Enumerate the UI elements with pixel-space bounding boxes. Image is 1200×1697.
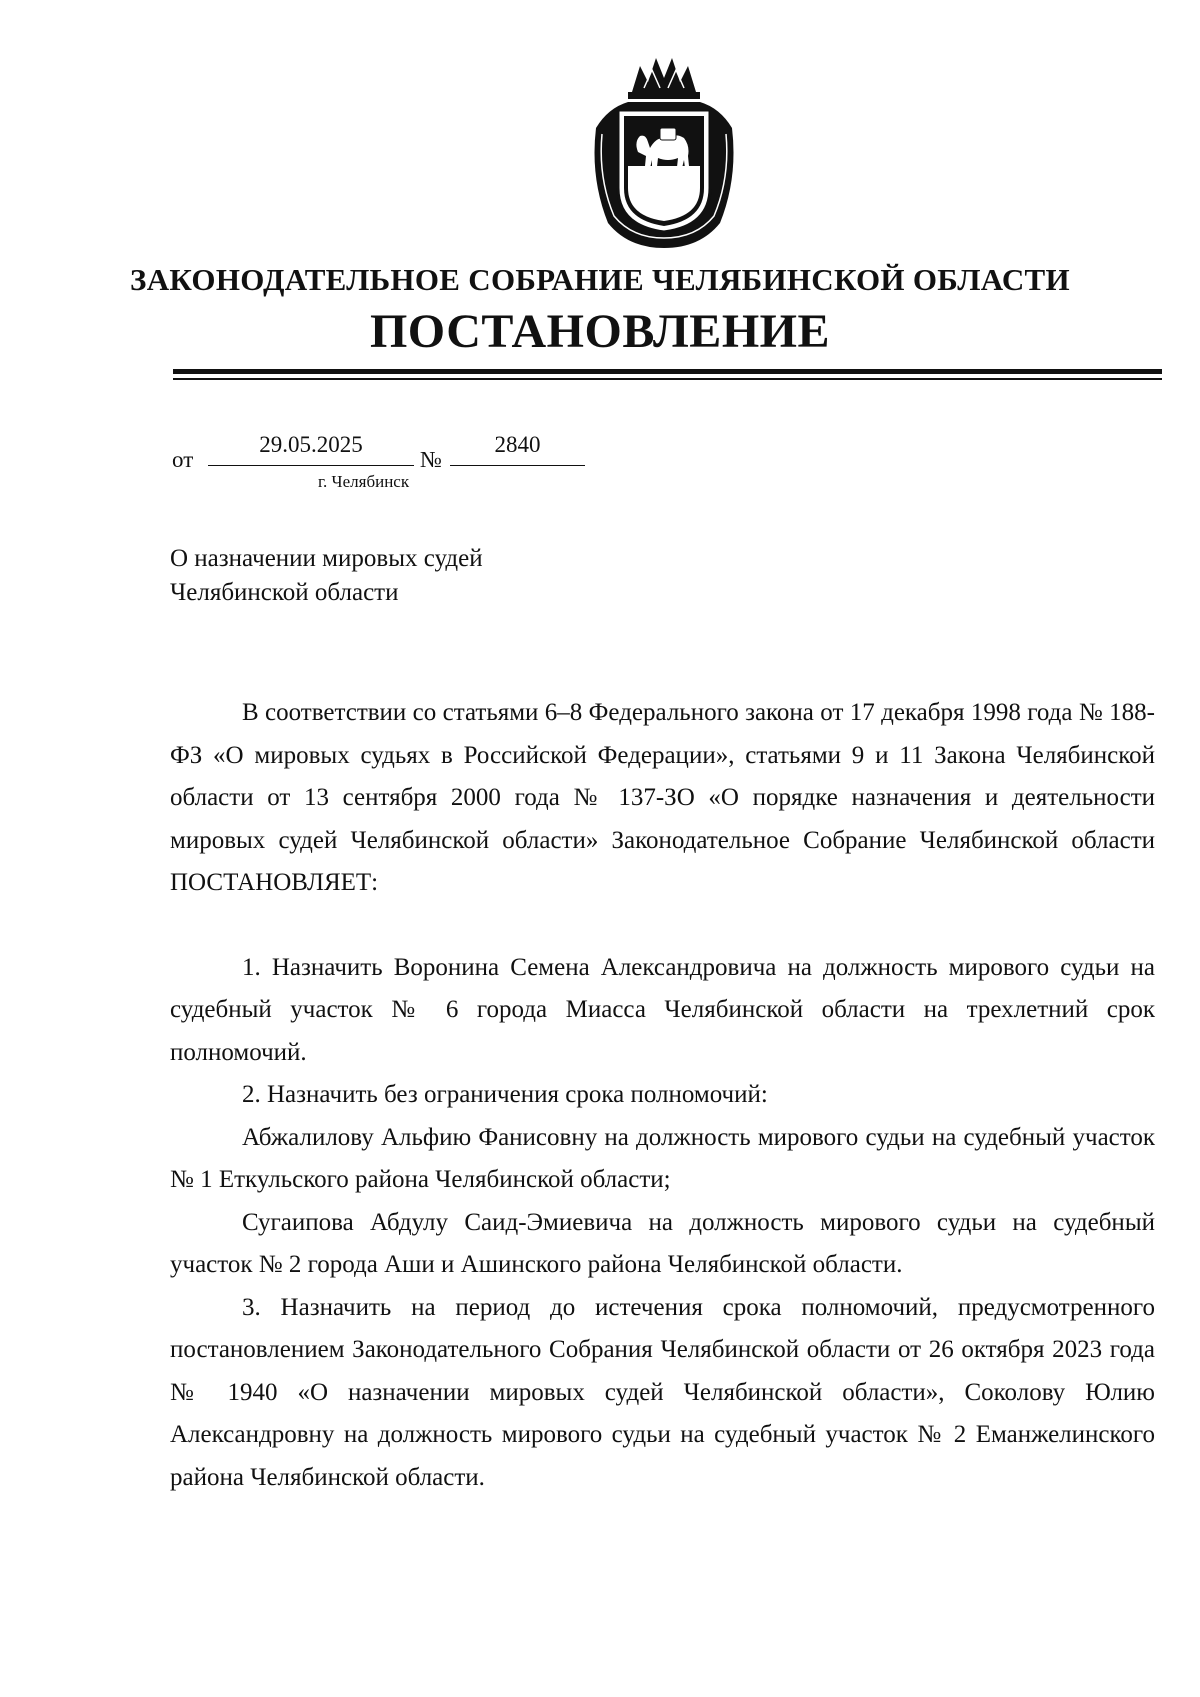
header-divider-thin <box>173 378 1162 380</box>
item-1-paragraph: 1. Назначить Воронина Семена Александровича на должность мирового судьи на судебный участок № 6 города Миасса Челябинской области на трехлетний срок полномочий. <box>170 953 1155 1066</box>
number-underline <box>450 465 585 466</box>
document-body <box>170 692 1155 1499</box>
subject-line-1: О назначении мировых судей <box>170 545 483 572</box>
header-divider-thick <box>173 369 1162 374</box>
document-type-title: ПОСТАНОВЛЕНИЕ <box>369 305 831 358</box>
chelyabinsk-coat-of-arms-icon <box>588 48 740 250</box>
item-2a-paragraph: Абжалилову Альфию Фанисовну на должность мирового судьи на судебный участок № 1 Еткульского района Челябинской области; <box>170 1123 1155 1193</box>
document-subject <box>170 542 483 610</box>
document-number: 2840 <box>494 432 541 457</box>
organization-title: ЗАКОНОДАТЕЛЬНОЕ СОБРАНИЕ ЧЕЛЯБИНСКОЙ ОБЛАСТИ <box>130 262 1070 297</box>
item-2b-paragraph: Сугаипова Абдулу Саид-Эмиевича на должность мирового судьи на судебный участок № 2 города Аши и Ашинского района Челябинской области. <box>170 1208 1155 1278</box>
date-underline <box>208 465 414 466</box>
item-3-paragraph: 3. Назначить на период до истечения срока полномочий, предусмотренного постановлением Законодательного Собрания Челябинской области от 26 октября 2023 года № 1940 «О назначении мировых судей Челябинской области», Соколову Юлию Александровну на должность мирового судьи на судебный участок № 2 Еманжелинского района Челябинской области. <box>170 1293 1155 1491</box>
preamble-paragraph: В соответствии со статьями 6–8 Федерального закона от 17 декабря 1998 года № 188-ФЗ «О мировых судьях в Российской Федерации», статьями 9 и 11 Закона Челябинской области от 13 сентября 2000 года № 137-ЗО «О порядке назначения и деятельности мировых судей Челябинской области» Законодательное Собрание Челябинской области ПОСТАНОВЛЯЕТ: <box>170 699 1155 896</box>
item-2-paragraph: 2. Назначить без ограничения срока полномочий: <box>242 1081 768 1108</box>
document-date: 29.05.2025 <box>259 432 363 457</box>
date-label: от <box>172 447 194 472</box>
city-name: г. Челябинск <box>318 472 410 491</box>
number-label: № <box>420 447 442 472</box>
subject-line-2: Челябинской области <box>170 579 399 606</box>
